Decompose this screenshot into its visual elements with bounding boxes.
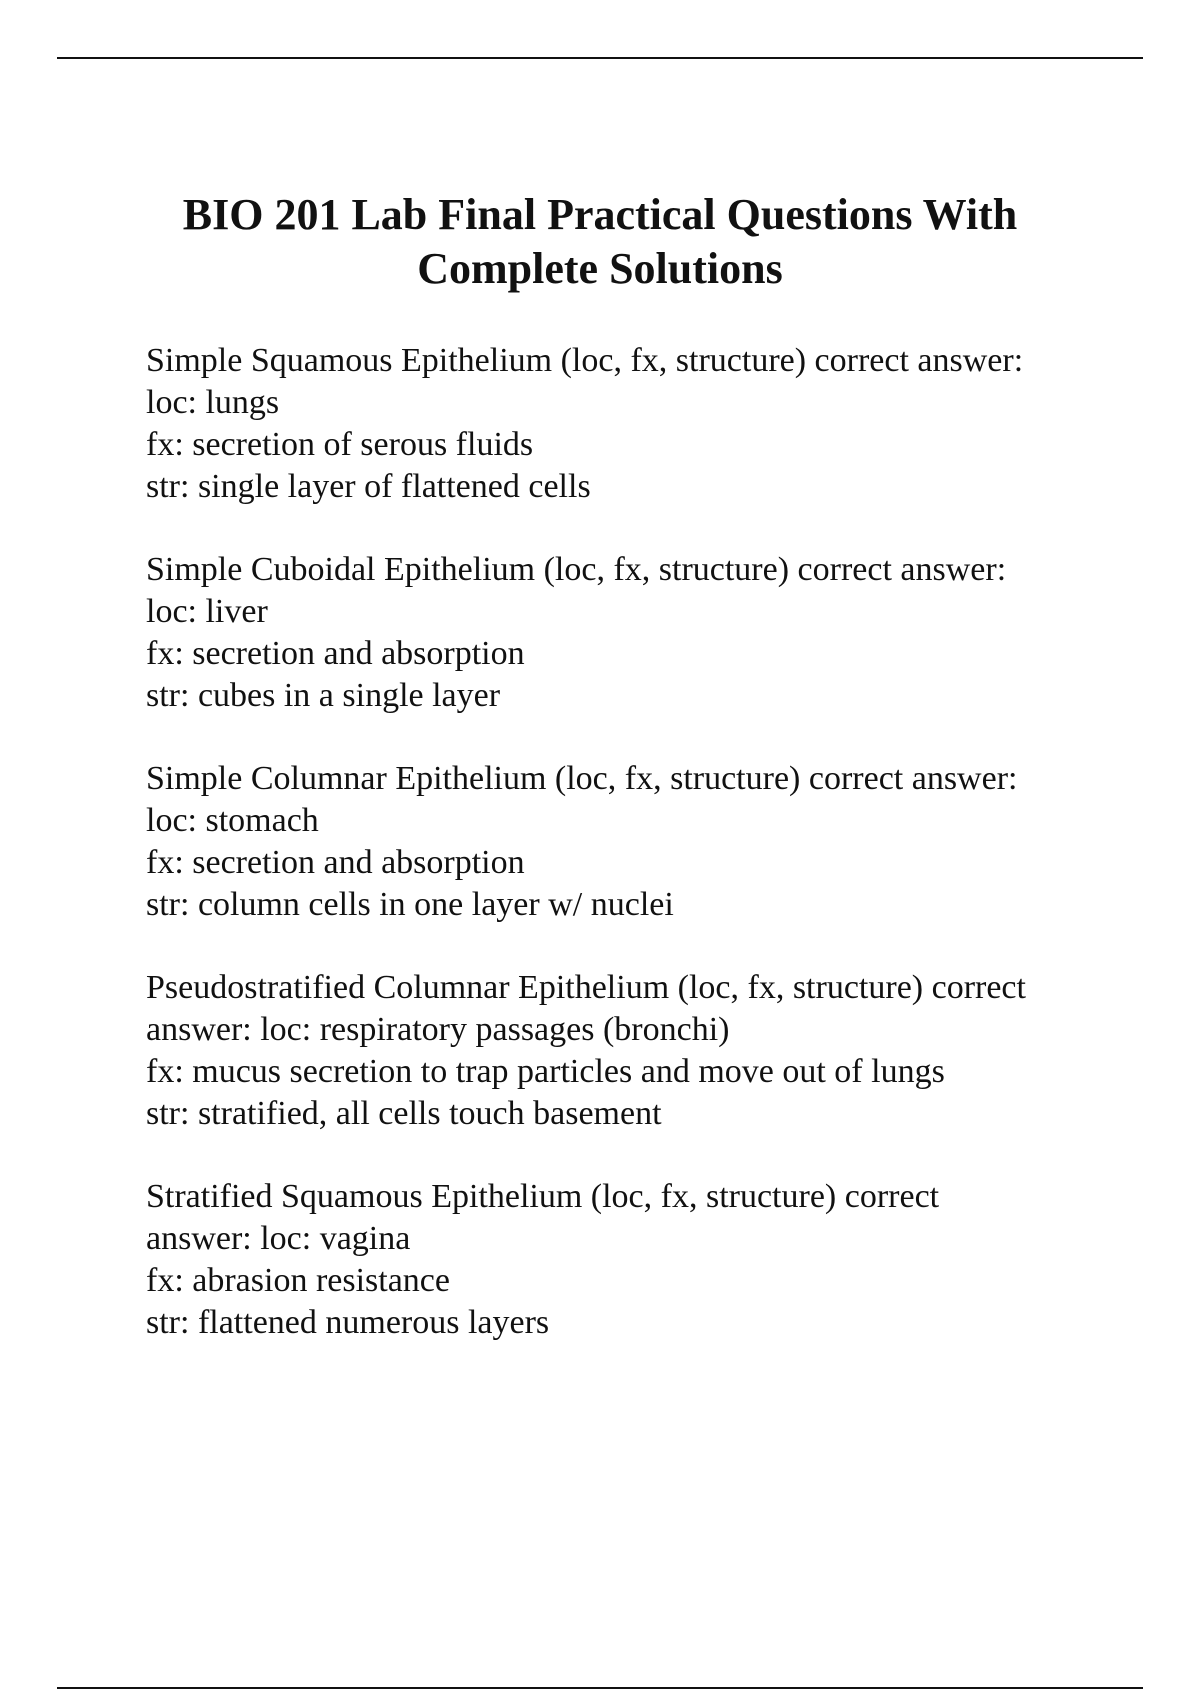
qa-answer-loc: loc: lungs — [146, 384, 280, 421]
qa-answer-loc: answer: loc: vagina — [146, 1220, 411, 1257]
top-rule — [57, 57, 1143, 59]
qa-question-line: Simple Cuboidal Epithelium (loc, fx, structure) correct answer: — [146, 551, 1007, 588]
qa-answer-fx: fx: mucus secretion to trap particles and move out of lungs — [146, 1053, 945, 1090]
qa-question-line: Pseudostratified Columnar Epithelium (loc, fx, structure) correct — [146, 969, 1026, 1006]
qa-item-stratified-squamous — [146, 1176, 1126, 1344]
qa-answer-fx: fx: secretion and absorption — [146, 844, 525, 881]
qa-answer-fx: fx: secretion and absorption — [146, 635, 525, 672]
qa-answer-str: str: cubes in a single layer — [146, 677, 501, 714]
qa-answer-str: str: column cells in one layer w/ nuclei — [146, 886, 674, 923]
qa-answer-fx: fx: abrasion resistance — [146, 1262, 450, 1299]
qa-item-simple-squamous — [146, 340, 1126, 508]
qa-question-line: Simple Squamous Epithelium (loc, fx, structure) correct answer: — [146, 342, 1024, 379]
qa-item-simple-columnar — [146, 758, 1126, 926]
qa-answer-str: str: flattened numerous layers — [146, 1304, 550, 1341]
qa-answer-str: str: stratified, all cells touch basement — [146, 1095, 662, 1132]
title-line-2: Complete Solutions — [417, 244, 783, 293]
qa-answer-str: str: single layer of flattened cells — [146, 468, 591, 505]
qa-item-pseudostratified-columnar — [146, 967, 1126, 1135]
qa-answer-loc: answer: loc: respiratory passages (bronchi) — [146, 1011, 730, 1048]
qa-answer-fx: fx: secretion of serous fluids — [146, 426, 534, 463]
bottom-rule — [57, 1687, 1143, 1689]
document-title — [100, 188, 1100, 296]
qa-list — [146, 340, 1126, 1385]
qa-question-line: Stratified Squamous Epithelium (loc, fx, structure) correct — [146, 1178, 940, 1215]
title-line-1: BIO 201 Lab Final Practical Questions With — [182, 190, 1018, 239]
qa-item-simple-cuboidal — [146, 549, 1126, 717]
qa-question-line: Simple Columnar Epithelium (loc, fx, structure) correct answer: — [146, 760, 1018, 797]
qa-answer-loc: loc: stomach — [146, 802, 319, 839]
qa-answer-loc: loc: liver — [146, 593, 268, 630]
